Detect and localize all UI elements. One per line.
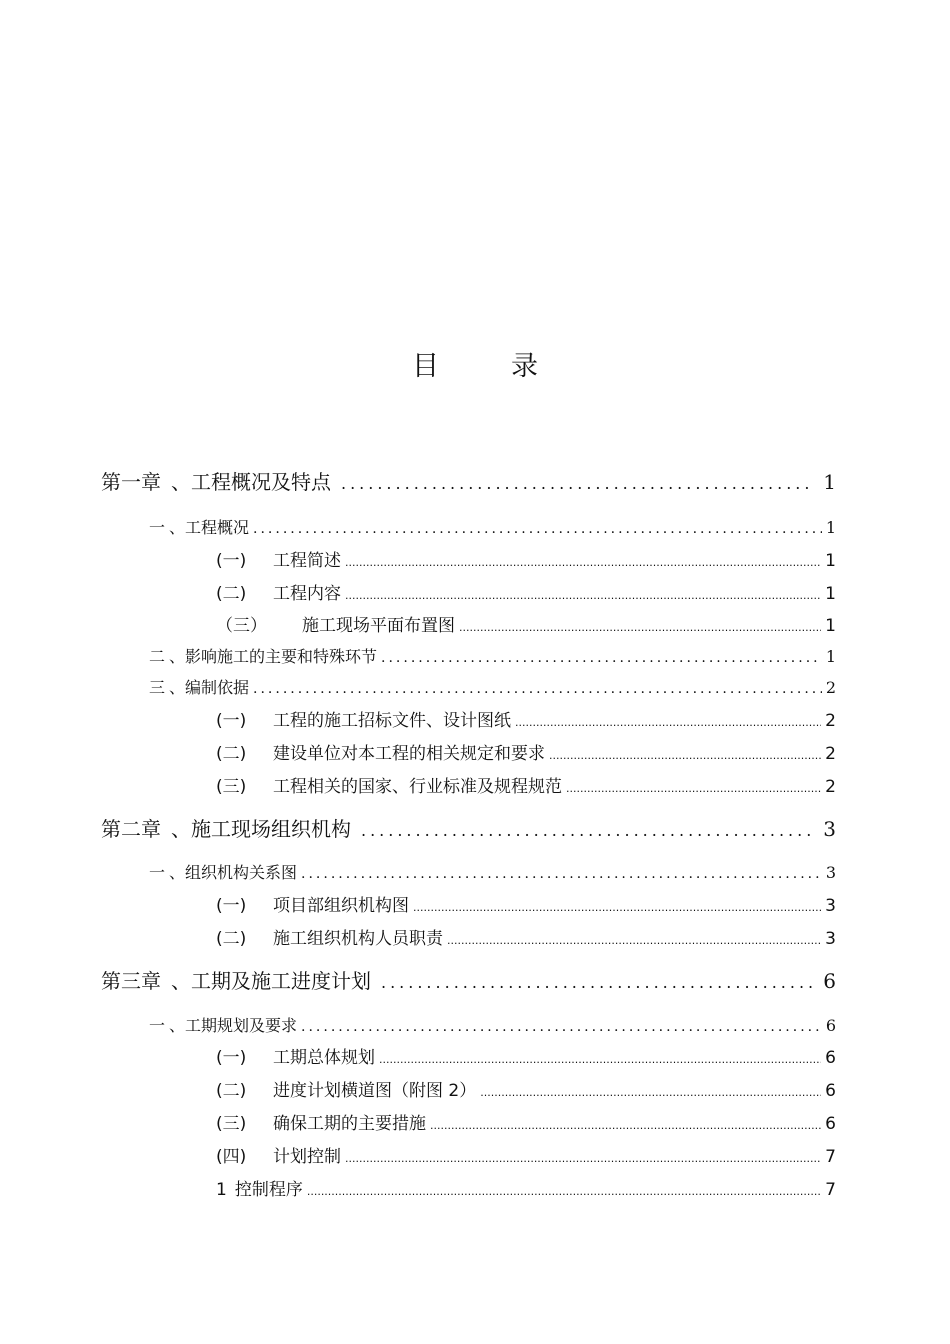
toc-entry[interactable]: [216, 1109, 836, 1134]
toc-entry[interactable]: [149, 644, 836, 667]
toc-dot-leader: [301, 866, 822, 882]
toc-dot-leader: [430, 1119, 821, 1132]
toc-entry-number: 第二章: [101, 817, 161, 841]
toc-entry-label: 、工期规划及要求: [169, 1016, 298, 1035]
toc-entry-label: 、编制依据: [169, 678, 250, 697]
toc-entry-number: 二: [149, 647, 166, 666]
toc-entry-number: 一: [149, 1016, 166, 1035]
toc-entry-number: (二): [216, 929, 247, 949]
toc-entry-page: 2: [825, 678, 836, 697]
toc-entry-number: （三）: [216, 616, 267, 636]
toc-entry-label: 、组织机构关系图: [169, 863, 298, 882]
toc-entry-label: 、工期及施工进度计划: [171, 969, 371, 993]
toc-dot-leader: [341, 474, 813, 493]
toc-entry-label: 工程内容: [273, 584, 341, 604]
toc-entry-label: 确保工期的主要措施: [273, 1114, 426, 1134]
toc-entry-number: (三): [216, 1114, 247, 1134]
toc-dot-leader: [381, 650, 822, 666]
toc-dot-leader: [447, 934, 821, 947]
toc-entry-number: (二): [216, 584, 247, 604]
toc-dot-leader: [253, 521, 822, 537]
toc-entry-number: 1: [216, 1180, 227, 1200]
toc-dot-leader: [361, 821, 813, 840]
toc-entry-page: 2: [825, 777, 836, 797]
toc-entry-number: (二): [216, 744, 247, 764]
toc-entry-number: 三: [149, 678, 166, 697]
toc-entry-page: 7: [825, 1147, 836, 1167]
toc-entry[interactable]: [216, 546, 836, 571]
toc-entry-label: 、工程概况及特点: [171, 470, 331, 494]
toc-entry-page: 6: [825, 1114, 836, 1134]
toc-entry-page: 6: [825, 1016, 836, 1035]
toc-entry-number: (一): [216, 711, 247, 731]
toc-entry-page: 3: [825, 929, 836, 949]
toc-entry-label: 施工组织机构人员职责: [273, 929, 443, 949]
toc-entry-page: 3: [825, 896, 836, 916]
toc-entry-page: 6: [823, 969, 836, 993]
toc-dot-leader: [515, 716, 821, 729]
toc-dot-leader: [413, 901, 821, 914]
toc-entry-number: (二): [216, 1081, 247, 1101]
toc-entry-page: 1: [825, 551, 836, 571]
toc-entry-number: 一: [149, 518, 166, 537]
toc-entry[interactable]: [216, 1043, 836, 1068]
toc-entry-number: (四): [216, 1147, 247, 1167]
toc-title-char-1: 目: [412, 351, 439, 382]
toc-entry-label: 建设单位对本工程的相关规定和要求: [273, 744, 545, 764]
toc-entry-label: 项目部组织机构图: [273, 896, 409, 916]
toc-entry-label: 施工现场平面布置图: [302, 616, 455, 636]
toc-entry[interactable]: [216, 891, 836, 916]
toc-dot-leader: [381, 973, 813, 992]
toc-entry-number: 第三章: [101, 969, 161, 993]
toc-entry-page: 1: [825, 647, 836, 666]
toc-entry[interactable]: [216, 924, 836, 949]
toc-entry[interactable]: [216, 772, 836, 797]
toc-entry-label: 计划控制: [273, 1147, 341, 1167]
toc-entry-label: 、影响施工的主要和特殊环节: [169, 647, 378, 666]
toc-entry-page: 6: [825, 1048, 836, 1068]
toc-dot-leader: [253, 681, 822, 697]
toc-dot-leader: [379, 1053, 821, 1066]
toc-dot-leader: [345, 1152, 821, 1165]
toc-entry[interactable]: [216, 739, 836, 764]
toc-dot-leader: [307, 1185, 821, 1198]
toc-entry-label: 进度计划横道图（附图 2）: [273, 1081, 477, 1101]
toc-entry[interactable]: [216, 611, 836, 636]
toc-entry-label: 控制程序: [234, 1180, 303, 1200]
toc-entry-label: 工程简述: [273, 551, 341, 571]
toc-dot-leader: [301, 1019, 822, 1035]
toc-title-char-2: 录: [511, 351, 538, 382]
toc-entry[interactable]: [101, 965, 836, 994]
toc-entry-page: 3: [825, 863, 836, 882]
toc-entry[interactable]: [101, 466, 836, 495]
toc-entry-label: 工期总体规划: [273, 1048, 375, 1068]
toc-entry[interactable]: [149, 515, 836, 538]
toc-entry-page: 6: [825, 1081, 836, 1101]
toc-entry-number: (一): [216, 551, 247, 571]
toc-entry[interactable]: [149, 675, 836, 698]
toc-entry-page: 1: [825, 616, 836, 636]
toc-entry-page: 1: [823, 470, 836, 494]
toc-entry-page: 3: [823, 817, 836, 841]
toc-entry-number: 一: [149, 863, 166, 882]
toc-entry-number: 第一章: [101, 470, 161, 494]
toc-entry-page: 1: [825, 584, 836, 604]
toc-title: [0, 344, 950, 383]
toc-dot-leader: [566, 782, 821, 795]
toc-entry[interactable]: [216, 1142, 836, 1167]
toc-entry[interactable]: [149, 1013, 836, 1036]
toc-entry[interactable]: [101, 813, 836, 842]
toc-entry[interactable]: [216, 1175, 836, 1200]
toc-dot-leader: [345, 556, 821, 569]
toc-entry-page: 2: [825, 711, 836, 731]
toc-entry-number: (一): [216, 1048, 247, 1068]
toc-entry-label: 工程的施工招标文件、设计图纸: [273, 711, 511, 731]
toc-entry[interactable]: [216, 1076, 836, 1101]
toc-entry[interactable]: [149, 860, 836, 883]
toc-entry-page: 1: [825, 518, 836, 537]
toc-entry-label: 工程相关的国家、行业标准及规程规范: [273, 777, 562, 797]
toc-dot-leader: [459, 621, 821, 634]
toc-dot-leader: [549, 749, 821, 762]
toc-dot-leader: [345, 589, 821, 602]
toc-entry-number: (一): [216, 896, 247, 916]
toc-entry[interactable]: [216, 706, 836, 731]
toc-entry[interactable]: [216, 579, 836, 604]
toc-entry-page: 2: [825, 744, 836, 764]
toc-entry-page: 7: [825, 1180, 836, 1200]
toc-entry-label: 、施工现场组织机构: [171, 817, 351, 841]
toc-entry-number: (三): [216, 777, 247, 797]
toc-dot-leader: [480, 1086, 821, 1099]
toc-entry-label: 、工程概况: [169, 518, 250, 537]
